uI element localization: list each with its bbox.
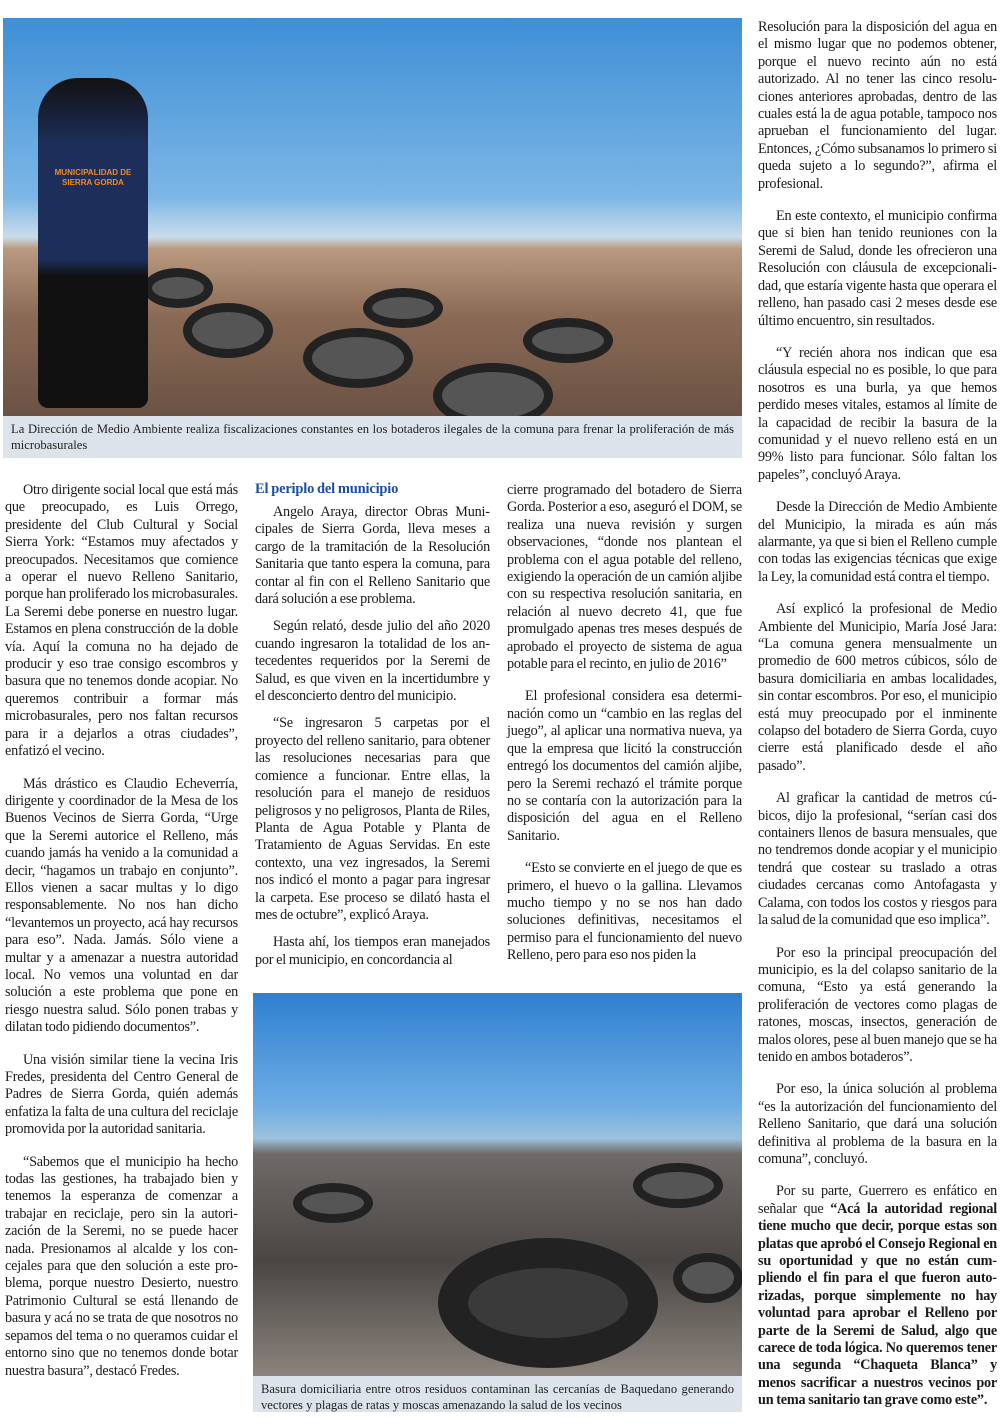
- paragraph: Según relató, desde julio del año 2020 cuando ingresaron la totalidad de los antecedentes requeridos por la Seremi de Salud, es que viven en la incertidumbre y el desconcierto dentro del municipio.: [255, 618, 490, 705]
- paragraph: Por eso la principal preocupación del municipio, es la del colapso sanitario de la comuna, “Esto ya está generando la proliferación de vectores como plagas de ratones, moscas, insectos, generación de malos olores, pese al buen manejo que se ha tenido en ambos botaderos”.: [758, 944, 997, 1065]
- paragraph: Así explicó la profesional de Medio Ambiente del Municipio, María José Jara: “La comuna genera mensualmente un promedio de 600 metros cúbicos, sólo de basura domiciliaria en ambas localidades, sin contar escombros. Por eso, el municipio está muy preocupado por el inminente colapso del botadero de Sierra Gorda, cuyo cierre está planificado desde el año pasado”.: [758, 601, 997, 774]
- paragraph: Resolución para la disposición del agua en el mismo lugar que no podemos obtener, porque el nuevo recinto aún no está autorizado. Al no tener las cinco resoluciones anteriores aprobadas, dentro de las cuales está la de agua potable, tampoco nos aprueban el funcionamiento del lugar. Entonces, ¿Cómo subsanamos lo primero si queda sujeto a lo segundo?”, afirma el profesional.: [758, 19, 997, 192]
- paragraph: Angelo Araya, director Obras Municipales de Sierra Gorda, lleva meses a cargo de la tramitación de la Resolución Sanitaria que tanto espera la comuna, para contar al fin con el Relleno Sanitario que dará solución a ese problema.: [255, 504, 490, 608]
- paragraph-intro: Por su parte, Guerrero es enfático en señalar que: [758, 1183, 997, 1217]
- paragraph: Al graficar la cantidad de metros cúbicos, dijo la profesional, “serían casi dos containers llenos de basura mensuales, que no tendremos donde acopiar y el municipio tendrá que costear su traslado a otras ciudades cercanas como Antofagasta y Calama, con todos los costos y riesgos para la salud de la comunidad que eso implica”.: [758, 790, 997, 929]
- paragraph: [758, 1183, 997, 1409]
- paragraph: En este contexto, el municipio confirma que si bien han tenido reuniones con la Seremi de Salud, donde les ofrecieron una Resolución con cláusula de excepcionalidad, que estaría vigente hasta que operara el relleno, han pasado casi 2 meses desde ese último encuentro, sin resultados.: [758, 208, 997, 329]
- paragraph: El profesional considera esa determinación como un “cambio en las reglas del juego”, al aplicar una normativa nueva, ya que la empresa que licitó la construcción entregó los documentos del camión aljibe, pero la Seremi rechazó el trámite porque no se contaría con la autorización para la disposición del agua en el Relleno Sanitario.: [507, 688, 742, 844]
- paragraph: Otro dirigente social local que está más que preocupado, es Luis Orrego, presidente del Club Cultural y Social Sierra York: “Estamos muy afectados y preocupados. Necesitamos que comience a operar el nuevo Relleno Sanitario, porque han proliferado los microbasurales. La Seremi debe ponerse en nuestro lugar. Estamos en plena construcción de la doble vía. Aquí la comuna no ha dejado de producir y eso trae consigo escombros y basura que no tenemos donde acopiar. No queremos contribuir a formar más microbasurales, pero nos faltan recursos para ir a dejarlos a otras ciudades”, enfatizó el vecino.: [5, 482, 238, 760]
- paragraph: “Sabemos que el municipio ha hecho todas las gestiones, ha trabajado bien y tenemos la esperanza de comenzar a trabajar en reciclaje, pero sin la autorización de la Seremi, no se puede hacer nada. Presionamos al alcalde y los concejales para que den solución a este problema, porque nuestro Desierto, nuestro Patrimonio Cultural se está llenando de basura y acá no se trata de que nosotros no sepamos del tema o no queramos cuidar el entorno sino que no tenemos donde botar nuestra basura”, destacó Fredes.: [5, 1153, 238, 1379]
- paragraph: “Esto se convierte en el juego de que es primero, el huevo o la gallina. Llevamos mucho tiempo y no se nos han dado soluciones definitivas, necesitamos el permiso para el funcionamiento del nuevo Relleno, pero para eso nos piden la: [507, 860, 742, 964]
- column-3: [507, 482, 742, 980]
- vest-lettering: MUNICIPALIDAD DE SIERRA GORDA: [54, 168, 132, 187]
- paragraph: Hasta ahí, los tiempos eran manejados por el municipio, en concordancia al: [255, 934, 490, 968]
- paragraph: Desde la Dirección de Medio Ambiente del Municipio, la mirada es aún más alarmante, ya que si bien el Relleno cumple con todas las exigencias técnicas que exige la Ley, la comunidad está contra el tiempo.: [758, 499, 997, 585]
- column-2: [255, 480, 490, 979]
- column-1: [5, 482, 238, 1395]
- column-4: [758, 19, 997, 1425]
- paragraph: “Se ingresaron 5 carpetas por el proyecto del relleno sanitario, para obtener las resoluciones necesarias para que comience a funcionar. Entre ellas, la resolución para el manejo de residuos peligrosos y no peligrosos, Planta de Riles, Planta de Agua Potable y Planta de Tratamiento de Aguas Servidas. En este contexto, una vez ingresados, la Seremi nos indicó el monto a pagar para ingresar la carpeta. Ese proceso se dilató hasta el mes de octubre”, explicó Araya.: [255, 715, 490, 923]
- paragraph: cierre programado del botadero de Sierra Gorda. Posterior a eso, aseguró el DOM, se realiza una nueva revisión y surgen observaciones, “donde nos plantean el problema con el agua potable del relleno, exigiendo la operación de un camión aljibe con su respectiva resolución sanitaria, en relación al nuevo decreto 41, que fue promulgado apenas tres meses después de aprobado el proyecto de sistema de agua potable para el recinto, en julio de 2016”: [507, 482, 742, 673]
- paragraph: Más drástico es Claudio Echeverría, dirigente y coordinador de la Mesa de los Buenos Vecinos de Sierra Gorda, “Urge que la Seremi autorice el Relleno, más cuando jamás ha venido a la comunidad a decir, “hagamos un trabajo en conjunto”. Ellos vienen a sacar multas y lo digo responsablemente. No nos han dicho “levantemos un proyecto, acá hay recursos para eso”. Nada. Jamás. Sólo viene a multar y a amenazar a nuestra autoridad local. No vemos una voluntad en dar solución a este problema que pone en riesgo nuestra salud. Sólo ponen trabas y dilatan todo pidiendo documentos”.: [5, 775, 238, 1036]
- paragraph: “Y recién ahora nos indican que esa cláusula especial no es posible, lo que para nosotros es una burla, ya que hemos perdido meses vitales, estamos al límite de la capacidad de recibir la basura de la comunidad y el nuevo relleno está en un 99% listo para funcionar. Sólo faltan los papeles”, concluyó Araya.: [758, 344, 997, 483]
- bold-quote: “Acá la autoridad regional tiene mucho que decir, porque estas son platas que aprobó el Consejo Regional en su oportunidad y que no están cumpliendo el fin para el que fueron autorizadas, porque simplemente no hay voluntad para aprobar el Relleno por parte de la Seremi de Salud, algo que carece de toda lógica. No queremos tener una segunda “Chaqueta Blanca” y menos sacrificar a nuestros vecinos por un tema sanitario tan grave como este”.: [758, 1200, 997, 1409]
- paragraph: Por eso, la única solución al problema “es la autorización del funcionamiento del Relleno Sanitario, que dará una solución definitiva al problema de la basura en la comuna”, concluyó.: [758, 1081, 997, 1167]
- paragraph: Una visión similar tiene la vecina Iris Fredes, presidenta del Centro General de Padres de Sierra Gorda, quién además enfatiza la falta de una cultura del reciclaje promovida por la autoridad sanitaria.: [5, 1051, 238, 1138]
- top-photo-caption: La Dirección de Medio Ambiente realiza fiscalizaciones constantes en los botaderos ilegales de la comuna para frenar la proliferación de más microbasurales: [3, 416, 742, 458]
- photo-garbage-baquedano: [253, 993, 742, 1376]
- section-heading: El periplo del municipio: [255, 481, 399, 497]
- inspector-figure: [38, 78, 148, 408]
- bottom-photo-caption: Basura domiciliaria entre otros residuos contaminan las cercanías de Baquedano generando vectores y plagas de ratas y moscas amenazando la salud de los vecinos: [253, 1376, 742, 1412]
- photo-tire-dump-inspection: [3, 18, 742, 416]
